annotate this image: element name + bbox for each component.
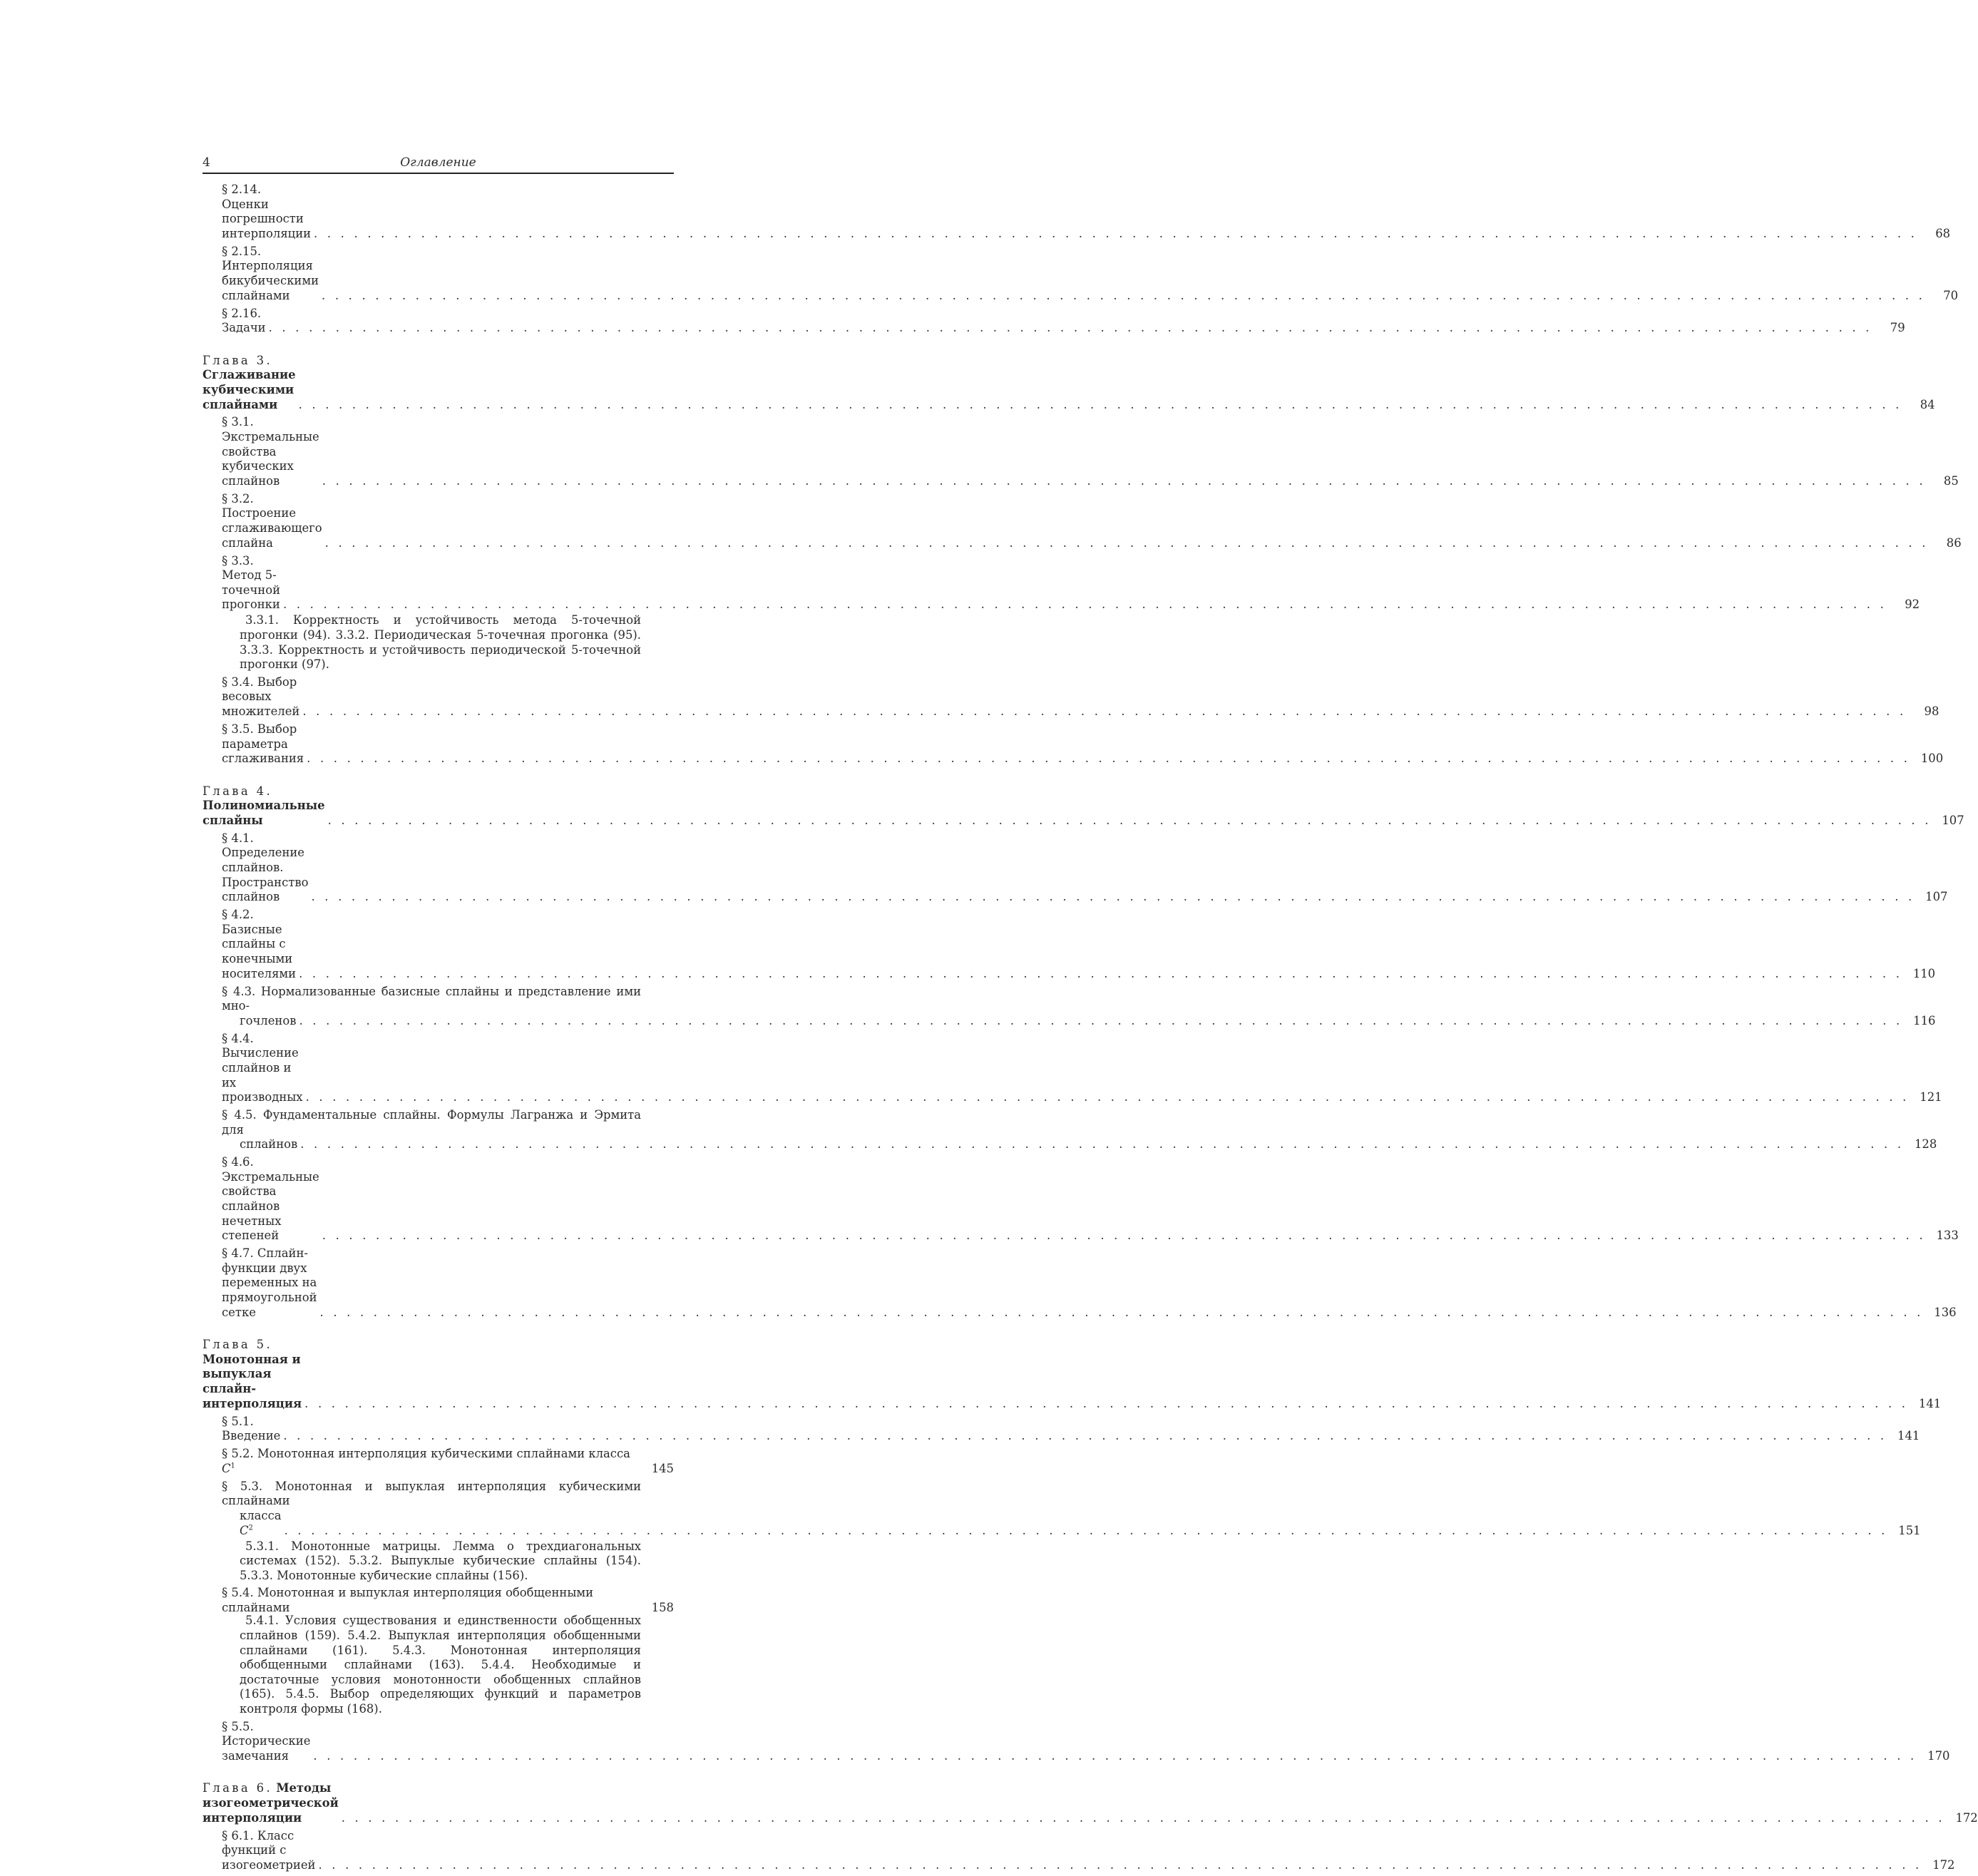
toc-page-number: 79 [1890, 321, 1905, 335]
dot-leader: . . . . . . . . . . . . . . . . . . . . . . . . . . . . . . . . . . . . . . . . . . . . . . . . . . . . . . . . . . . . . . . . . . . . . . . . . . . . . . . . . . . . . . . . . . . . . . . . . . . . . . . . . . . . . . . . . . . . . . . . [304, 1396, 1909, 1410]
chapter-label: Глава 4. [203, 784, 273, 798]
toc-entry-title: § 4.1. Определение сплайнов. Пространство сплайнов [222, 831, 309, 904]
dot-leader: . . . . . . . . . . . . . . . . . . . . . . . . . . . . . . . . . . . . . . . . . . . . . . . . . . . . . . . . . . . . . . . . . . . . . . . . . . . . . . . . . . . . . . . . . . . . . . . . . . . . . . . . . . . . . . . . . . . . . . . . [268, 321, 1872, 335]
toc-section-entry [203, 244, 1959, 303]
toc-section-entry [203, 908, 1936, 981]
toc-chapter-heading [203, 354, 296, 412]
toc-page-number: 133 [1936, 1229, 1959, 1243]
toc-section-entry [203, 1155, 1959, 1244]
toc-page-number: 98 [1924, 704, 1939, 718]
toc-entry-title: § 4.6. Экстремальные свойства сплайнов нечетных степеней [222, 1155, 319, 1243]
toc-section-entry [203, 1719, 1950, 1764]
chapter-title: Полиномиальные сплайны [203, 799, 325, 827]
toc-section-entry [203, 1414, 1920, 1444]
page [203, 151, 1978, 1876]
toc-entry-continuation-text [240, 1509, 282, 1538]
dot-leader: . . . . . . . . . . . . . . . . . . . . . . . . . . . . . . . . . . . . . . . . . . . . . . . . . . . . . . . . . . . . . . . . . . . . . . . . . . . . . . . . . . . . . . . . . . . . . . . . . . . . . . . . . . . . . . . . . . . . . . . . [300, 1137, 1905, 1152]
toc-page-number: 145 [651, 1461, 674, 1475]
dot-leader: . . . . . . . . . . . . . . . . . . . . . . . . . . . . . . . . . . . . . . . . . . . . . . . . . . . . . . . . . . . . . . . . . . . . . . . . . . . . . . . . . . . . . . . . . . . . . . . . . . . . . . . . . . . . . . . . . . . . . . . . [327, 813, 1932, 827]
toc-page-number: 141 [1897, 1429, 1920, 1443]
toc-entry-title [222, 1447, 644, 1476]
toc-entry-title: § 3.2. Построение сглаживающего сплайна [222, 491, 322, 550]
toc-page-number: 110 [1912, 966, 1936, 980]
toc-chapter-entry [203, 353, 1935, 412]
toc-entry-title: § 3.1. Экстремальные свойства кубических сплайнов [222, 415, 319, 488]
toc-chapter-heading [203, 784, 325, 829]
toc-entry-title: § 5.3. Монотонная и выпуклая интерполяция кубическими сплайнами [222, 1479, 641, 1508]
math-symbol [222, 1462, 235, 1475]
chapter-title: Монотонная и выпуклая сплайн-интерполяция [203, 1352, 302, 1410]
toc-page-number: 170 [1927, 1748, 1950, 1763]
toc-page-number: 136 [1934, 1305, 1957, 1319]
running-header [203, 151, 674, 174]
toc-entry-text: § 5.2. Монотонная интерполяция кубическими сплайнами класса [222, 1447, 630, 1461]
toc-section-entry [203, 675, 1939, 719]
toc-page-number: 84 [1920, 397, 1935, 411]
dot-leader: . . . . . . . . . . . . . . . . . . . . . . . . . . . . . . . . . . . . . . . . . . . . . . . . . . . . . . . . . . . . . . . . . . . . . . . . . . . . . . . . . . . . . . . . . . . . . . . . . . . . . . . . . . . . . . . . . . . . . . . . [322, 473, 1926, 488]
toc-section-entry [203, 722, 1944, 767]
toc-section-entry [203, 491, 1962, 550]
toc-entry-continuation-text [240, 1014, 296, 1029]
toc-entry-continuation [222, 1013, 1936, 1029]
toc-entry-title: § 4.5. Фундаментальные сплайны. Формулы Лагранжа и Эрмита для [222, 1108, 641, 1137]
dot-leader: . . . . . . . . . . . . . . . . . . . . . . . . . . . . . . . . . . . . . . . . . . . . . . . . . . . . . . . . . . . . . . . . . . . . . . . . . . . . . . . . . . . . . . . . . . . . . . . . . . . . . . . . . . . . . . . . . . . . . . . . [311, 890, 1915, 904]
toc-section-entry [203, 984, 1936, 1029]
chapter-label: Глава 5. [203, 1338, 273, 1352]
toc-page-number: 151 [1898, 1523, 1921, 1537]
dot-leader: . . . . . . . . . . . . . . . . . . . . . . . . . . . . . . . . . . . . . . . . . . . . . . . . . . . . . . . . . . . . . . . . . . . . . . . . . . . . . . . . . . . . . . . . . . . . . . . . . . . . . . . . . . . . . . . . . . . . . . . . [341, 1810, 1945, 1825]
continuation-word: сплайнов [240, 1137, 298, 1152]
page-title: Оглавление [400, 155, 476, 170]
dot-leader: . . . . . . . . . . . . . . . . . . . . . . . . . . . . . . . . . . . . . . . . . . . . . . . . . . . . . . . . . . . . . . . . . . . . . . . . . . . . . . . . . . . . . . . . . . . . . . . . . . . . . . . . . . . . . . . . . . . . . . . . [283, 598, 1887, 612]
table-of-contents [203, 183, 1978, 1872]
toc-section-entry [203, 1447, 674, 1476]
toc-entry-title: § 6.1. Класс функций с изогеометрией [222, 1828, 316, 1872]
toc-entry-title: § 2.15. Интерполяция бикубическими сплайнами [222, 244, 319, 302]
chapter-label: Глава 3. [203, 353, 273, 367]
toc-entry-title: § 4.2. Базисные сплайны с конечными носителями [222, 908, 297, 980]
toc-entry-title: § 4.7. Сплайн-функции двух переменных на прямоугольной сетке [222, 1246, 317, 1319]
chapter-title: Методы изогеометрической интерполяции [203, 1781, 339, 1825]
toc-entry-title: § 5.4. Монотонная и выпуклая интерполяция обобщенными сплайнами [222, 1586, 594, 1614]
continuation-word: класса [240, 1508, 282, 1522]
math-symbol [240, 1524, 253, 1537]
dot-leader: . . . . . . . . . . . . . . . . . . . . . . . . . . . . . . . . . . . . . . . . . . . . . . . . . . . . . . . . . . . . . . . . . . . . . . . . . . . . . . . . . . . . . . . . . . . . . . . . . . . . . . . . . . . . . . . . . . . . . . . . [319, 1305, 1924, 1319]
toc-page-number: 116 [1913, 1013, 1936, 1027]
toc-page-number: 92 [1905, 598, 1920, 612]
toc-page-number: 121 [1920, 1090, 1942, 1104]
toc-entry-title: § 3.5. Выбор параметра сглаживания [222, 722, 304, 766]
toc-section-entry [203, 415, 1959, 488]
toc-page-number: 100 [1920, 752, 1944, 766]
dot-leader: . . . . . . . . . . . . . . . . . . . . . . . . . . . . . . . . . . . . . . . . . . . . . . . . . . . . . . . . . . . . . . . . . . . . . . . . . . . . . . . . . . . . . . . . . . . . . . . . . . . . . . . . . . . . . . . . . . . . . . . . [298, 397, 1902, 411]
page-number: 4 [203, 155, 210, 170]
dot-leader: . . . . . . . . . . . . . . . . . . . . . . . . . . . . . . . . . . . . . . . . . . . . . . . . . . . . . . . . . . . . . . . . . . . . . . . . . . . . . . . . . . . . . . . . . . . . . . . . . . . . . . . . . . . . . . . . . . . . . . . . [299, 1013, 1903, 1027]
dot-leader: . . . . . . . . . . . . . . . . . . . . . . . . . . . . . . . . . . . . . . . . . . . . . . . . . . . . . . . . . . . . . . . . . . . . . . . . . . . . . . . . . . . . . . . . . . . . . . . . . . . . . . . . . . . . . . . . . . . . . . . . [314, 226, 1918, 240]
toc-page-number: 107 [1925, 890, 1948, 904]
toc-chapter-entry [203, 1338, 1942, 1411]
math-symbol-superscript: 2 [248, 1524, 253, 1532]
dot-leader: . . . . . . . . . . . . . . . . . . . . . . . . . . . . . . . . . . . . . . . . . . . . . . . . . . . . . . . . . . . . . . . . . . . . . . . . . . . . . . . . . . . . . . . . . . . . . . . . . . . . . . . . . . . . . . . . . . . . . . . . [284, 1523, 1888, 1537]
toc-page-number: 85 [1943, 473, 1959, 488]
toc-entry-continuation-text [240, 1137, 297, 1152]
toc-section-entry [203, 1031, 1942, 1105]
dot-leader: . . . . . . . . . . . . . . . . . . . . . . . . . . . . . . . . . . . . . . . . . . . . . . . . . . . . . . . . . . . . . . . . . . . . . . . . . . . . . . . . . . . . . . . . . . . . . . . . . . . . . . . . . . . . . . . . . . . . . . . . [322, 1229, 1926, 1243]
toc-chapter-heading [203, 1781, 339, 1825]
toc-entry-continuation [222, 1137, 1937, 1152]
continuation-word: гочленов [240, 1013, 297, 1027]
dot-leader: . . . . . . . . . . . . . . . . . . . . . . . . . . . . . . . . . . . . . . . . . . . . . . . . . . . . . . . . . . . . . . . . . . . . . . . . . . . . . . . . . . . . . . . . . . . . . . . . . . . . . . . . . . . . . . . . . . . . . . . . [322, 288, 1926, 302]
toc-page-number: 172 [1932, 1857, 1955, 1872]
dot-leader: . . . . . . . . . . . . . . . . . . . . . . . . . . . . . . . . . . . . . . . . . . . . . . . . . . . . . . . . . . . . . . . . . . . . . . . . . . . . . . . . . . . . . . . . . . . . . . . . . . . . . . . . . . . . . . . . . . . . . . . . [318, 1857, 1922, 1872]
dot-leader: . . . . . . . . . . . . . . . . . . . . . . . . . . . . . . . . . . . . . . . . . . . . . . . . . . . . . . . . . . . . . . . . . . . . . . . . . . . . . . . . . . . . . . . . . . . . . . . . . . . . . . . . . . . . . . . . . . . . . . . . [302, 704, 1907, 718]
toc-section-entry [203, 183, 1951, 241]
toc-page-number: 128 [1914, 1137, 1937, 1152]
toc-entry-title: § 5.5. Исторические замечания [222, 1719, 311, 1763]
math-symbol-letter: C [240, 1523, 249, 1537]
toc-entry-title: § 3.3. Метод 5-точечной прогонки [222, 553, 281, 612]
toc-entry-title: § 2.16. Задачи [222, 306, 266, 335]
toc-page-number: 86 [1946, 535, 1962, 550]
dot-leader: . . . . . . . . . . . . . . . . . . . . . . . . . . . . . . . . . . . . . . . . . . . . . . . . . . . . . . . . . . . . . . . . . . . . . . . . . . . . . . . . . . . . . . . . . . . . . . . . . . . . . . . . . . . . . . . . . . . . . . . . [299, 966, 1903, 980]
toc-entry-title: § 3.4. Выбор весовых множителей [222, 675, 300, 718]
toc-subsection-list: 3.3.1. Корректность и устойчивость метода 5-точечной прогонки (94). 3.3.2. Периодическая 5-точечная прогонка (95). 3.3.3. Корректность и устойчивость периодической 5-точечной прогонки (97). [240, 613, 641, 672]
toc-page-number: 172 [1955, 1810, 1978, 1825]
toc-section-entry [203, 1828, 1955, 1873]
dot-leader: . . . . . . . . . . . . . . . . . . . . . . . . . . . . . . . . . . . . . . . . . . . . . . . . . . . . . . . . . . . . . . . . . . . . . . . . . . . . . . . . . . . . . . . . . . . . . . . . . . . . . . . . . . . . . . . . . . . . . . . . [324, 535, 1929, 550]
toc-subsection-list: 5.3.1. Монотонные матрицы. Лемма о трехдиагональных системах (152). 5.3.2. Выпуклые кубические сплайны (154). 5.3.3. Монотонные кубические сплайны (156). [240, 1539, 641, 1582]
toc-chapter-entry [203, 1781, 1978, 1825]
dot-leader: . . . . . . . . . . . . . . . . . . . . . . . . . . . . . . . . . . . . . . . . . . . . . . . . . . . . . . . . . . . . . . . . . . . . . . . . . . . . . . . . . . . . . . . . . . . . . . . . . . . . . . . . . . . . . . . . . . . . . . . . [305, 1090, 1910, 1104]
toc-page-number: 141 [1918, 1396, 1942, 1410]
toc-chapter-heading [203, 1338, 302, 1411]
toc-section-entry [203, 553, 1920, 612]
toc-page-number: 70 [1943, 288, 1959, 302]
dot-leader: . . . . . . . . . . . . . . . . . . . . . . . . . . . . . . . . . . . . . . . . . . . . . . . . . . . . . . . . . . . . . . . . . . . . . . . . . . . . . . . . . . . . . . . . . . . . . . . . . . . . . . . . . . . . . . . . . . . . . . . . [307, 752, 1911, 766]
dot-leader: . . . . . . . . . . . . . . . . . . . . . . . . . . . . . . . . . . . . . . . . . . . . . . . . . . . . . . . . . . . . . . . . . . . . . . . . . . . . . . . . . . . . . . . . . . . . . . . . . . . . . . . . . . . . . . . . . . . . . . . . [283, 1429, 1887, 1443]
chapter-title: Сглаживание кубическими сплайнами [203, 368, 296, 411]
toc-section-entry [203, 1246, 1957, 1320]
toc-section-entry [203, 1479, 1921, 1538]
toc-entry-title: § 4.4. Вычисление сплайнов и их производных [222, 1031, 303, 1104]
toc-entry-title: § 2.14. Оценки погрешности интерполяции [222, 183, 312, 240]
toc-entry-continuation [222, 1508, 1921, 1538]
math-symbol-letter: C [222, 1461, 231, 1475]
toc-section-entry [203, 831, 1948, 905]
toc-section-entry [203, 1108, 1937, 1152]
chapter-label: Глава 6. [203, 1781, 273, 1795]
dot-leader: . . . . . . . . . . . . . . . . . . . . . . . . . . . . . . . . . . . . . . . . . . . . . . . . . . . . . . . . . . . . . . . . . . . . . . . . . . . . . . . . . . . . . . . . . . . . . . . . . . . . . . . . . . . . . . . . . . . . . . . . [313, 1748, 1917, 1763]
toc-section-entry [203, 1586, 674, 1615]
toc-page-number: 107 [1942, 813, 1964, 827]
toc-subsection-list: 5.4.1. Условия существования и единственности обобщенных сплайнов (159). 5.4.2. Выпуклая интерполяция обобщенными сплайнами (161). 5.4.3. Монотонная интерполяция обобщенными сплайнами (163). 5.4.4. Необходимые и достаточные условия монотонности обобщенных сплайнов (165). 5.4.5. Выбор определяющих функций и параметров контроля формы (168). [240, 1614, 641, 1716]
toc-page-number: 158 [651, 1600, 674, 1614]
toc-page-number: 68 [1935, 226, 1951, 240]
toc-section-entry [203, 306, 1905, 336]
toc-entry-title: § 4.3. Нормализованные базисные сплайны и представление ими мно- [222, 984, 641, 1013]
math-symbol-superscript: 1 [230, 1462, 235, 1470]
toc-entry-title: § 5.1. Введение [222, 1414, 281, 1443]
toc-chapter-entry [203, 784, 1964, 829]
